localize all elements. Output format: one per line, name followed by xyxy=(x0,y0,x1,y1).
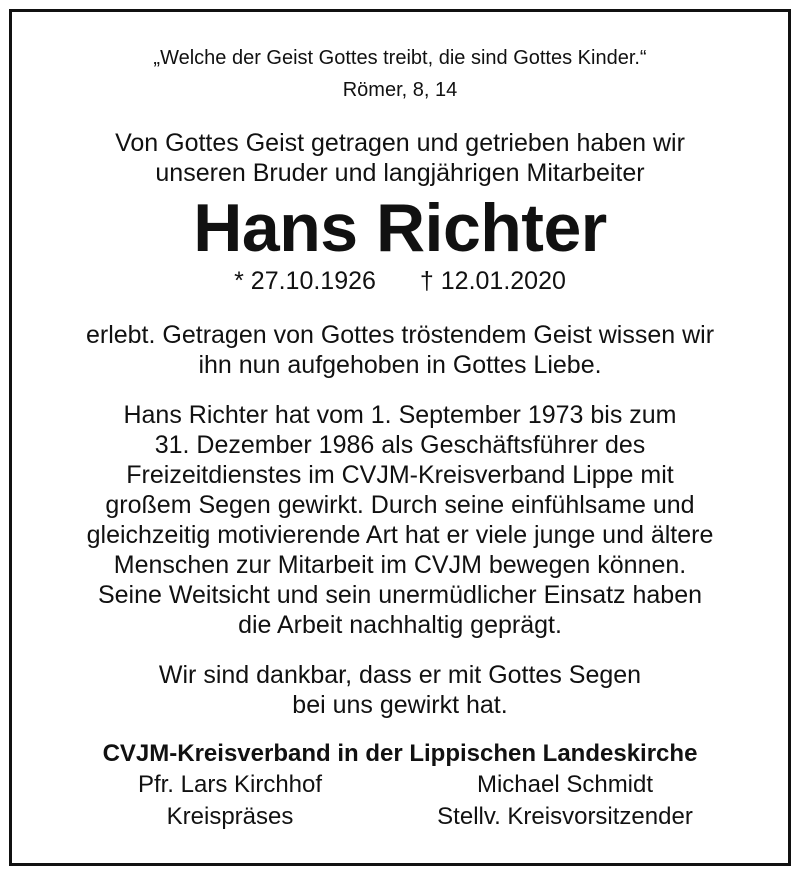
tribute-line: Menschen zur Mitarbeit im CVJM bewegen können. xyxy=(113,551,687,579)
tribute-line: großem Segen gewirkt. Durch seine einfühlsame und xyxy=(105,491,695,519)
organization-name: CVJM-Kreisverband in der Lippischen Landeskirche xyxy=(102,740,698,767)
tribute-line: 31. Dezember 1986 als Geschäftsführer des xyxy=(154,431,646,459)
death-date: † 12.01.2020 xyxy=(419,267,566,295)
signatory-right-role: Stellv. Kreisvorsitzender xyxy=(437,803,693,830)
bible-verse-quote: „Welche der Geist Gottes treibt, die sind Gottes Kinder.“ xyxy=(153,47,647,69)
tribute-line: Freizeitdienstes im CVJM-Kreisverband Lippe mit xyxy=(126,461,674,489)
intro-line: unseren Bruder und langjährigen Mitarbeiter xyxy=(155,159,645,187)
bible-verse-reference: Römer, 8, 14 xyxy=(342,79,458,101)
life-dates xyxy=(0,266,800,296)
signatory-right-name: Michael Schmidt xyxy=(476,771,654,798)
intro-line: Von Gottes Geist getragen und getrieben haben wir xyxy=(115,129,685,157)
tribute-line: gleichzeitig motivierende Art hat er viele junge und ältere xyxy=(86,521,714,549)
gratitude-line: Wir sind dankbar, dass er mit Gottes Segen xyxy=(158,661,642,689)
tribute-line: Hans Richter hat vom 1. September 1973 bis zum xyxy=(123,401,677,429)
signatory-left-role: Kreispräses xyxy=(166,803,294,830)
tribute-line: Seine Weitsicht und sein unermüdlicher Einsatz haben xyxy=(97,581,703,609)
comfort-line: erlebt. Getragen von Gottes tröstendem Geist wissen wir xyxy=(85,321,715,349)
deceased-name: Hans Richter xyxy=(193,190,607,266)
gratitude-line: bei uns gewirkt hat. xyxy=(292,691,508,719)
signatory-left-name: Pfr. Lars Kirchhof xyxy=(137,771,323,798)
birth-date: * 27.10.1926 xyxy=(234,267,376,295)
comfort-line: ihn nun aufgehoben in Gottes Liebe. xyxy=(198,351,602,379)
tribute-line: die Arbeit nachhaltig geprägt. xyxy=(238,611,562,639)
